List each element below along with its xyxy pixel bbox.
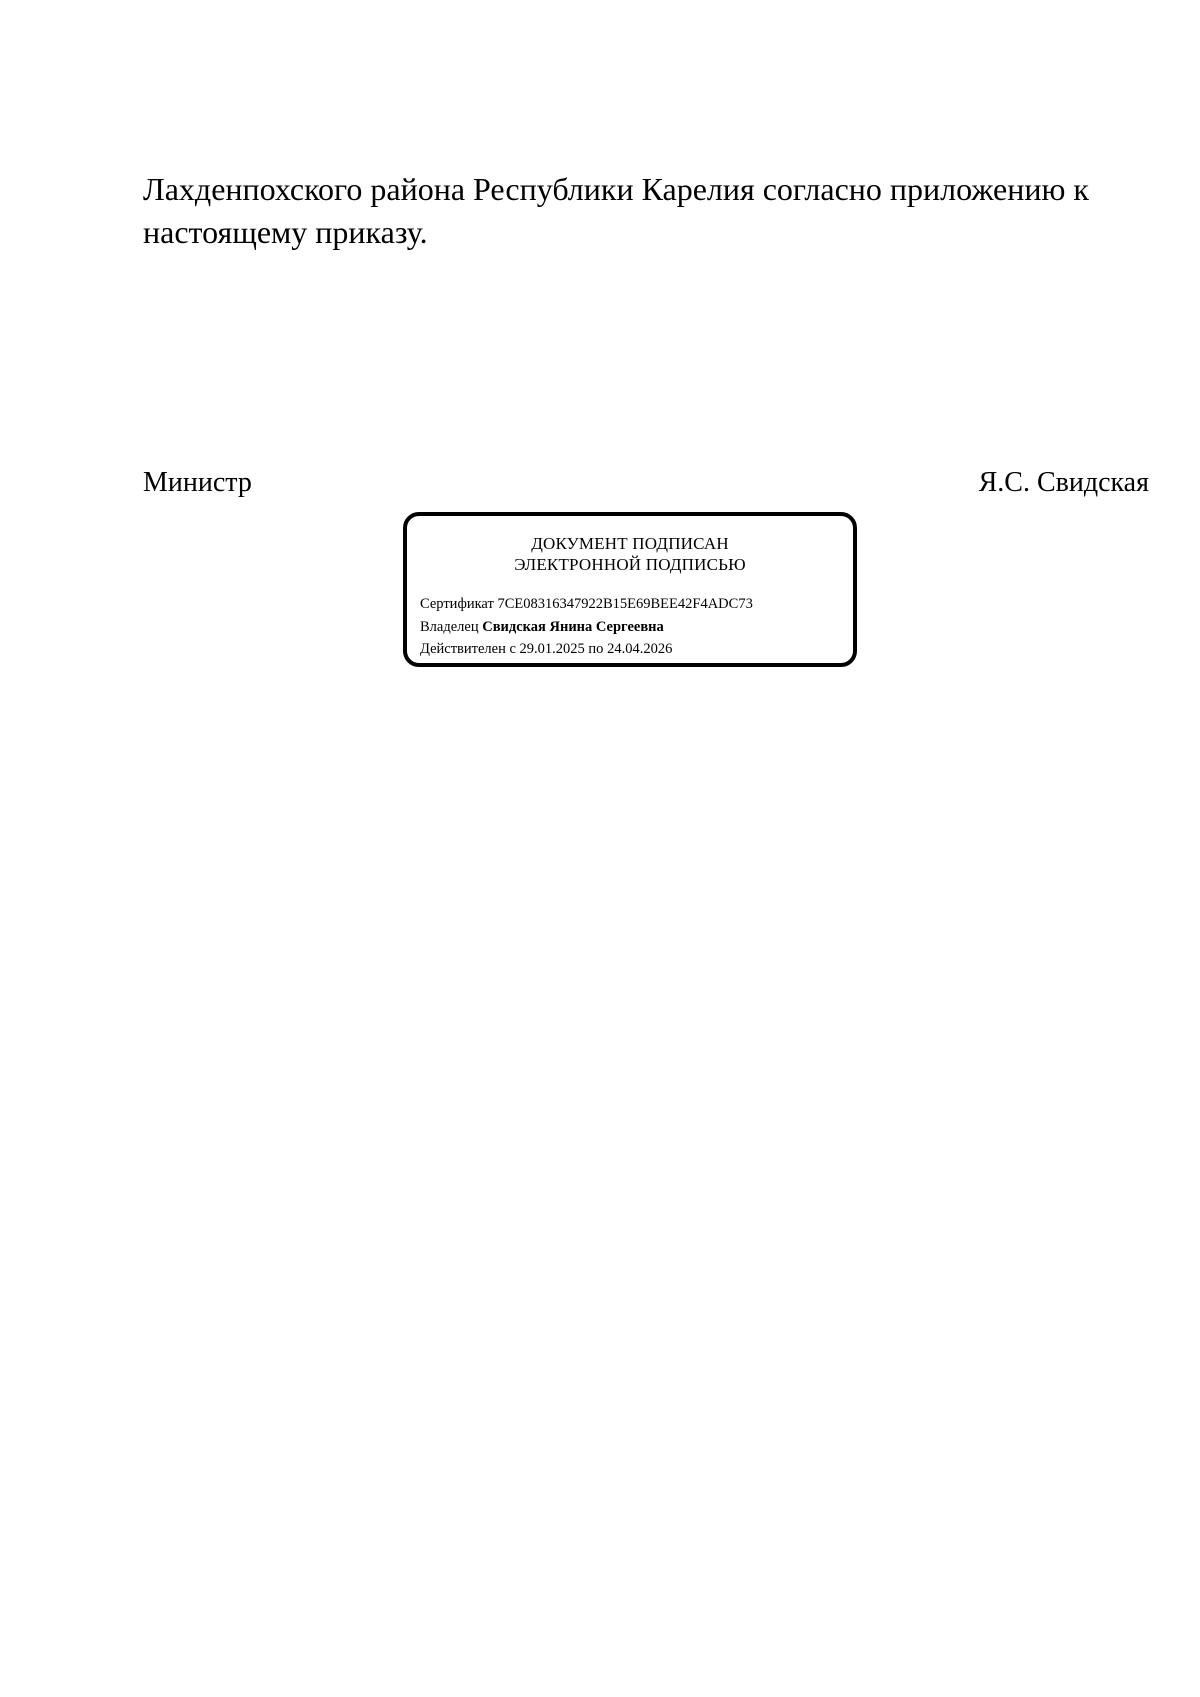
validity-line <box>420 638 753 661</box>
valid-from-date: 29.01.2025 <box>519 641 585 657</box>
body-paragraph <box>143 168 1133 254</box>
signer-position: Министр <box>143 467 252 498</box>
valid-from-label: с <box>509 641 516 657</box>
paragraph-line-1: Лахденпохского района Республики Карелия согласно приложению к <box>143 171 1089 207</box>
electronic-signature-stamp <box>403 512 857 667</box>
owner-value: Свидская Янина Сергеевна <box>482 618 664 635</box>
stamp-title-line-2: ЭЛЕКТРОННОЙ ПОДПИСЬЮ <box>514 555 746 574</box>
valid-to-date: 24.04.2026 <box>607 641 673 657</box>
signature-row <box>143 463 1149 503</box>
certificate-label: Сертификат <box>420 596 494 612</box>
paragraph-line-2: настоящему приказу. <box>143 214 428 250</box>
stamp-title <box>407 533 853 575</box>
owner-line <box>420 616 753 639</box>
signer-name: Я.С. Свидская <box>978 467 1149 498</box>
certificate-value: 7CE08316347922B15E69BEE42F4ADC73 <box>497 596 753 612</box>
stamp-details <box>420 593 753 661</box>
valid-label: Действителен <box>420 641 506 657</box>
owner-label: Владелец <box>420 618 479 635</box>
certificate-line <box>420 593 753 616</box>
stamp-title-line-1: ДОКУМЕНТ ПОДПИСАН <box>531 534 729 553</box>
valid-to-label: по <box>588 641 604 657</box>
